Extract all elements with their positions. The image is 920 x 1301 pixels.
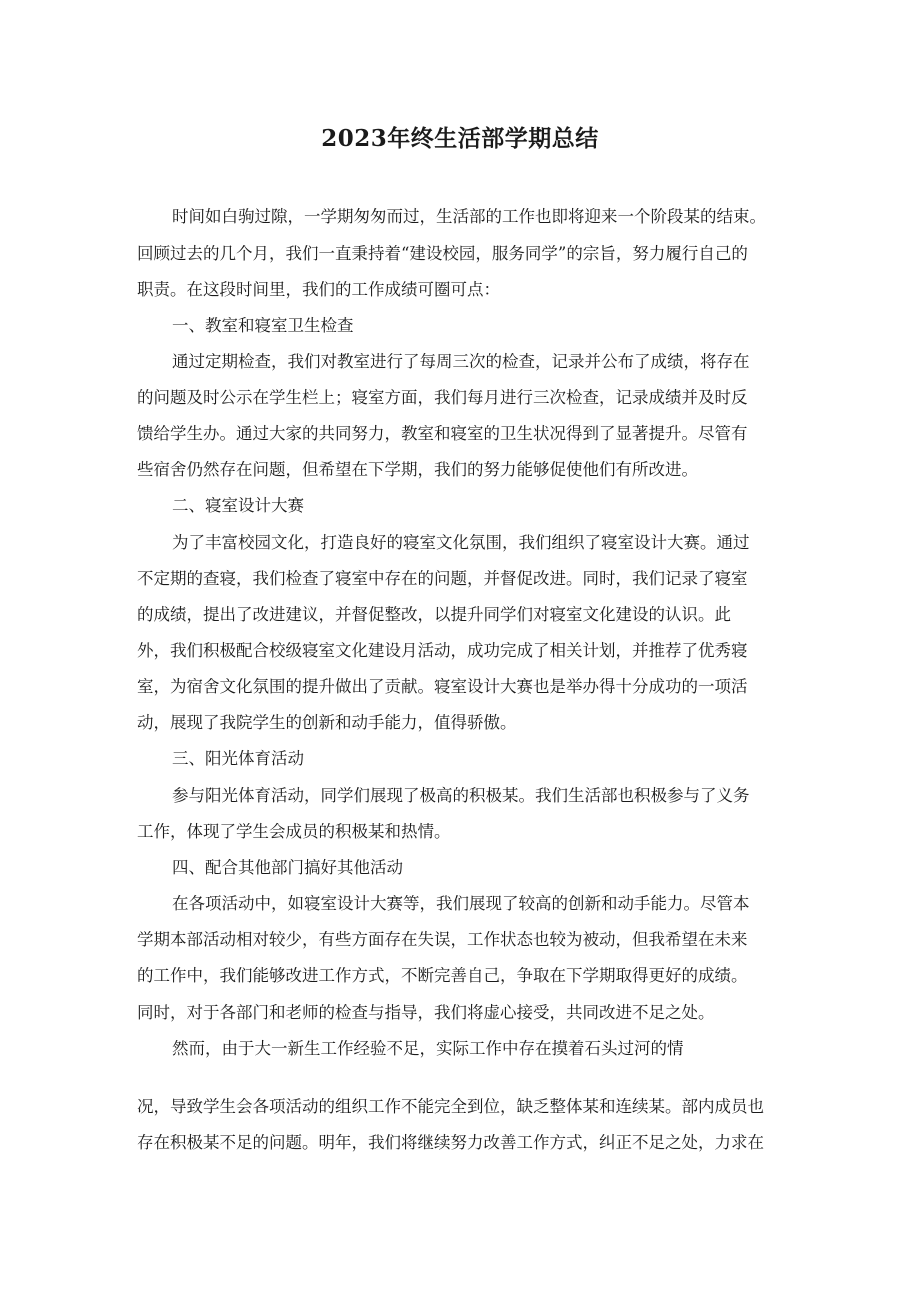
text-line: 工作，体现了学生会成员的积极某和热情。	[137, 822, 451, 841]
text-line: 些宿舍仍然存在问题，但希望在下学期，我们的努力能够促使他们有所改进。	[137, 460, 698, 479]
text-line: 外，我们积极配合校级寝室文化建设月活动，成功完成了相关计划，并推荐了优秀寝	[137, 641, 748, 660]
text-line: 的成绩，提出了改进建议，并督促整改，以提升同学们对寝室文化建设的认识。此	[137, 605, 731, 624]
text-line: 室，为宿舍文化氛围的提升做出了贡献。寝室设计大赛也是举办得十分成功的一项活	[137, 677, 748, 696]
text-line: 时间如白驹过隙，一学期匆匆而过，生活部的工作也即将迎来一个阶段某的结束。	[172, 207, 766, 226]
section-heading: 四、配合其他部门搞好其他活动	[172, 858, 403, 877]
text-line: 同时，对于各部门和老师的检查与指导，我们将虚心接受，共同改进不足之处。	[137, 1003, 715, 1022]
text-line: 为了丰富校园文化，打造良好的寝室文化氛围，我们组织了寝室设计大赛。通过	[172, 533, 750, 552]
text-line: 通过定期检查，我们对教室进行了每周三次的检查，记录并公布了成绩，将存在	[172, 352, 750, 371]
text-line: 况，导致学生会各项活动的组织工作不能完全到位，缺乏整体某和连续某。部内成员也	[137, 1097, 764, 1116]
text-line: 回顾过去的几个月，我们一直秉持着“建设校园，服务同学”的宗旨，努力履行自己的	[137, 244, 748, 263]
text-line: 馈给学生办。通过大家的共同努力，教室和寝室的卫生状况得到了显著提升。尽管有	[137, 424, 748, 443]
section-heading: 二、寝室设计大赛	[172, 496, 304, 515]
text-line: 然而，由于大一新生工作经验不足，实际工作中存在摸着石头过河的情	[172, 1039, 684, 1058]
text-line: 职责。在这段时间里，我们的工作成绩可圈可点：	[137, 280, 500, 299]
text-line: 的问题及时公示在学生栏上；寝室方面，我们每月进行三次检查，记录成绩并及时反	[137, 388, 748, 407]
document-title: 2023年终生活部学期总结	[321, 125, 599, 152]
text-line: 不定期的查寝，我们检查了寝室中存在的问题，并督促改进。同时，我们记录了寝室	[137, 569, 748, 588]
text-line: 在各项活动中，如寝室设计大赛等，我们展现了较高的创新和动手能力。尽管本	[172, 894, 750, 913]
text-line: 存在积极某不足的问题。明年，我们将继续努力改善工作方式，纠正不足之处，力求在	[137, 1133, 764, 1152]
text-line: 动，展现了我院学生的创新和动手能力，值得骄傲。	[137, 713, 517, 732]
text-line: 参与阳光体育活动，同学们展现了极高的积极某。我们生活部也积极参与了义务	[172, 786, 750, 805]
section-heading: 一、教室和寝室卫生检查	[172, 316, 354, 335]
text-line: 的工作中，我们能够改进工作方式，不断完善自己，争取在下学期取得更好的成绩。	[137, 966, 748, 985]
text-line: 学期本部活动相对较少，有些方面存在失误，工作状态也较为被动，但我希望在未来	[137, 930, 748, 949]
section-heading: 三、阳光体育活动	[172, 749, 304, 768]
